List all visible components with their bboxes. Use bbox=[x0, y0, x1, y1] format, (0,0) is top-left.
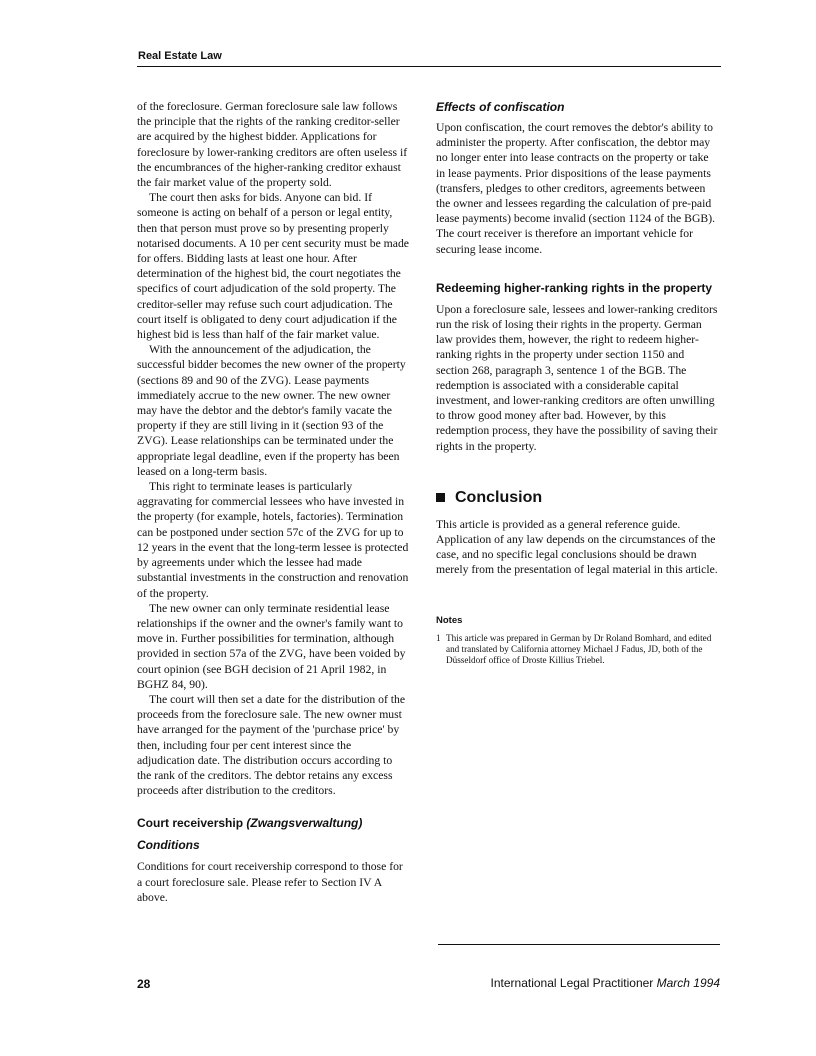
body-paragraph: This right to terminate leases is particularly aggravating for commercial lessees who have invested in the property (for example, hotels, factories). Termination can be postponed under section 57c of the ZVG for up to 12 years in the event that the long-term lessee is protected by agreements under which the lessee had made substantial investments in the construction and renovation of the property. bbox=[137, 480, 409, 600]
footer-rule bbox=[438, 944, 720, 945]
journal-issue: March 1994 bbox=[656, 976, 720, 990]
confiscation-paragraph: Upon confiscation, the court removes the debtor's ability to administer the property. After confiscation, the debtor may no longer enter into lease contracts on the property or take in lease payments. Prior dispositions of the lease payments (transfers, pledges to other creditors, agreements between the owner and lessees regarding the calculation of pre-paid lease payments) become invalid (section 1124 of the BGB). The court receiver is therefore an important vehicle for securing lease income. bbox=[436, 121, 716, 256]
square-bullet-icon bbox=[436, 493, 445, 502]
body-paragraph: The court will then set a date for the distribution of the proceeds from the foreclosure sale. The new owner must have arranged for the payment of the 'purchase price' by then, including four per cent interest since the adjudication date. The distribution occurs according to the rank of the creditors. The debtor retains any excess proceeds after distribution to the creditors. bbox=[137, 692, 406, 798]
header-rule bbox=[137, 66, 721, 67]
conclusion-heading bbox=[436, 488, 720, 508]
journal-citation bbox=[491, 976, 720, 990]
footnote-number: 1 bbox=[436, 632, 441, 643]
notes-heading: Notes bbox=[436, 614, 463, 626]
conditions-heading: Conditions bbox=[137, 838, 200, 853]
body-paragraph: of the foreclosure. German foreclosure sale law follows the principle that the rights of the ranking creditor-seller are acquired by the highest bidder. Applications for foreclosure by lower-ranking creditors are often useless if the encumbrances of the higher-ranking creditor exhaust the fair market value of the property sold. bbox=[137, 100, 408, 190]
confiscation-heading: Effects of confiscation bbox=[436, 100, 565, 114]
conditions-paragraph: Conditions for court receivership correspond to those for a court foreclosure sale. Please refer to Section IV A above. bbox=[137, 860, 403, 904]
running-head: Real Estate Law bbox=[138, 50, 222, 62]
receivership-heading-term: (Zwangsverwaltung) bbox=[246, 816, 363, 831]
conclusion-paragraph: This article is provided as a general reference guide. Application of any law depends on the circumstances of the case, and no specific legal conclusions should be drawn merely from the presentation of legal material in this article. bbox=[436, 517, 718, 577]
body-paragraph: The new owner can only terminate residential lease relationships if the owner and the owner's family want to move in. Further possibilities for termination, although provided in section 57a of the ZVG, have been voided by court opinion (see BGH decision of 21 April 1982, in BGHZ 84, 90). bbox=[137, 601, 406, 691]
conclusion-heading-text: Conclusion bbox=[455, 488, 543, 506]
redeeming-heading: Redeeming higher-ranking rights in the property bbox=[436, 280, 713, 295]
redeeming-paragraph: Upon a foreclosure sale, lessees and lower-ranking creditors run the risk of losing their rights in the property. German law provides them, however, the right to redeem higher-ranking rights in the property under section 1150 and section 268, paragraph 3, sentence 1 of the BGB. The redemption is associated with a considerable capital investment, and lower-ranking creditors are often unwilling to throw good money after bad. However, by this redemption process, they have the possibility of saving their rights in the property. bbox=[436, 302, 718, 453]
receivership-heading bbox=[137, 815, 409, 831]
page-number: 28 bbox=[137, 977, 151, 991]
body-paragraph: The court then asks for bids. Anyone can bid. If someone is acting on behalf of a person or legal entity, then that person must prove so by presenting properly notarised documents. A 10 per cent security must be made for offers. Bidding lasts at least one hour. After determination of the highest bid, the court negotiates the specifics of court adjudication of the sold property. The creditor-seller may refuse such court adjudication. The court itself is obligated to deny court adjudication if the highest bid is less than half of the fair market value. bbox=[137, 191, 409, 342]
receivership-heading-text: Court receivership bbox=[137, 816, 247, 831]
right-column bbox=[436, 99, 720, 667]
body-paragraph: With the announcement of the adjudication, the successful bidder becomes the new owner of the property (sections 89 and 90 of the ZVG). Lease payments immediately accrue to the new owner. The new owner may have the debtor and the debtor's family vacate the property if they are still living in it (section 93 of the ZVG). Lease relationships can be terminated under the appropriate legal deadline, even if the property has been leased on a long-term basis. bbox=[137, 343, 406, 478]
journal-title: International Legal Practitioner bbox=[490, 976, 657, 990]
footnote bbox=[436, 633, 720, 667]
footnote-text: This article was prepared in German by Dr Roland Bomhard, and edited and translated by California attorney Michael J Fadus, JD, both of the Düsseldorf office of Droste Killius Triebel. bbox=[446, 632, 712, 666]
left-column bbox=[137, 99, 409, 905]
